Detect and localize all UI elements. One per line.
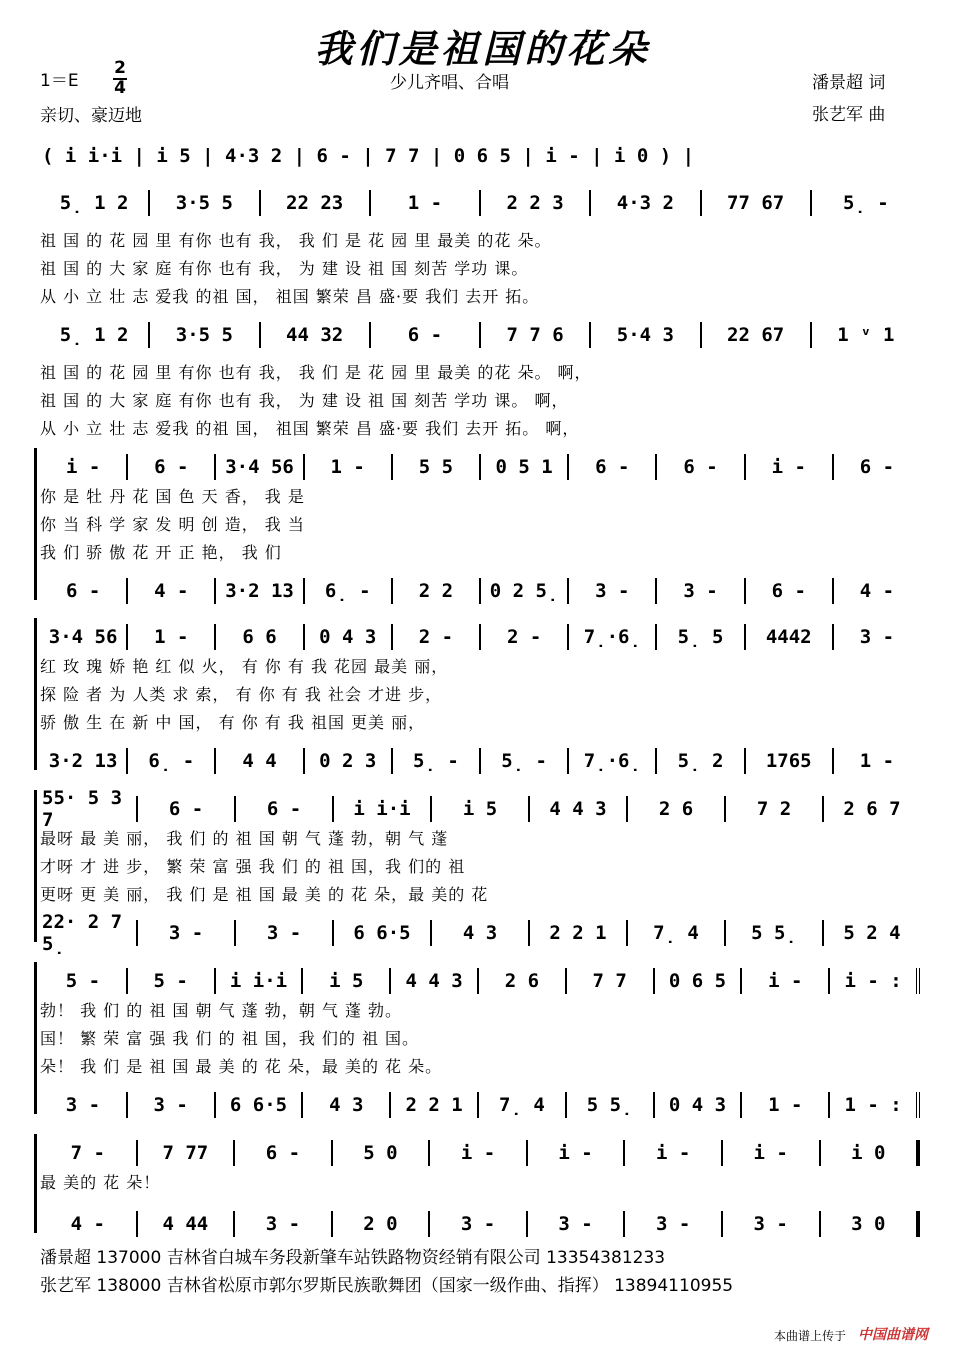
measure: 44 32 (261, 322, 371, 348)
notation-line (40, 787, 920, 831)
measure: 1 - (859, 750, 895, 772)
measure: 3 - (128, 1092, 216, 1118)
lyric-line: 祖 国 的 花 园 里 有你 也有 我， 我 们 是 花 园 里 最美 的花 朵。 (40, 231, 552, 250)
measure: 4 4 (216, 748, 304, 774)
measure: 2 - (393, 624, 481, 650)
lyric-line: 更呀 更 美 丽， 我 们 是 祖 国 最 美 的 花 朵，最 美的 花 (40, 885, 489, 904)
measure: 5̣ 1 2 (40, 322, 150, 348)
measure: i - (723, 1140, 821, 1166)
measure: 5 5̣ (726, 920, 824, 946)
measure: 2 6 (628, 796, 726, 822)
measure: 0 4 3 (305, 624, 393, 650)
measure: 6 - (859, 456, 895, 478)
measure: 5 0 (333, 1140, 431, 1166)
measure: 1 - (371, 190, 481, 216)
measure: 2 2 (393, 578, 481, 604)
measure: 4 - (859, 580, 895, 602)
measure: 3 - (859, 626, 895, 648)
measure: 6̣ - (128, 748, 216, 774)
footer-contact-lyricist: 潘景超 137000 吉林省白城车务段新肇车站铁路物资经销有限公司 13354381233 (40, 1248, 666, 1268)
measure: 3 - (569, 578, 657, 604)
measure: i 5 (303, 968, 391, 994)
measure: 7 7 (567, 968, 655, 994)
measure: 2 2 3 (481, 190, 591, 216)
notation-line (40, 322, 920, 348)
measure: 1 - (742, 1092, 830, 1118)
measure: 3 - (625, 1211, 723, 1237)
measure: 2 - (481, 624, 569, 650)
measure: 7̣·6̣ (569, 624, 657, 650)
measure: i i·i (216, 968, 304, 994)
measure: 1 - (128, 624, 216, 650)
measure: 7 2 (726, 796, 824, 822)
measure: 3·2 13 (40, 748, 128, 774)
lower-voice-line (40, 1092, 920, 1118)
subtitle: 少儿齐唱、合唱 (390, 73, 509, 93)
measure: 5 - (128, 968, 216, 994)
measure: 5̣ 5 (657, 624, 745, 650)
footer-contact-composer: 张艺军 138000 吉林省松原市郭尔罗斯民族歌舞团（国家一级作曲、指挥） 13894110955 (40, 1276, 734, 1296)
measure: 4 3 (432, 920, 530, 946)
measure: 6 6·5 (334, 920, 432, 946)
measure: 5 5̣ (567, 1092, 655, 1118)
measure: 3 - (528, 1211, 626, 1237)
measure: 3·4 56 (216, 454, 304, 480)
lyric-line: 红 玫 瑰 娇 艳 红 似 火， 有 你 有 我 花园 最美 丽， (40, 657, 449, 676)
measure: 4442 (746, 624, 834, 650)
measure: 5̣ - (481, 748, 569, 774)
measure: 7̣·6̣ (569, 748, 657, 774)
measure: 4 4 3 (391, 968, 479, 994)
measure: 1765 (746, 748, 834, 774)
lyric-line: 我 们 骄 傲 花 开 正 艳， 我 们 (40, 543, 282, 562)
measure: 6 6 (216, 624, 304, 650)
notation-line (40, 1140, 920, 1166)
measure: 7 77 (138, 1140, 236, 1166)
lyric-line: 骄 傲 生 在 新 中 国， 有 你 有 我 祖国 更美 丽， (40, 713, 426, 732)
measure: 6 - (40, 578, 128, 604)
measure: 3·5 5 (150, 190, 260, 216)
measure: 5·4 3 (591, 322, 701, 348)
measure: 7 7 6 (481, 322, 591, 348)
measure: 5̣ - (393, 748, 481, 774)
measure: 6 - (657, 454, 745, 480)
measure: 5 5 (393, 454, 481, 480)
measure: 7 - (40, 1140, 138, 1166)
measure: 3 - (430, 1211, 528, 1237)
measure: i 0 (821, 1140, 921, 1166)
measure: 3·2 13 (216, 578, 304, 604)
measure: 5 - (40, 968, 128, 994)
measure: 1 - (305, 454, 393, 480)
measure: 3 - (138, 920, 236, 946)
measure: 3 0 (821, 1211, 921, 1237)
measure: 1 ᵛ 1 (837, 324, 895, 346)
intro-notes: ( i i·i | i 5 | 4·3 2 | 6 - | 7 7 | 0 6 5 | i - | i 0 ) | (42, 145, 695, 167)
lower-voice-line (40, 578, 920, 604)
measure: 1 - : (830, 1092, 920, 1118)
measure: 3·4 56 (40, 624, 128, 650)
measure: 22 23 (261, 190, 371, 216)
lyric-line: 探 险 者 为 人类 求 索， 有 你 有 我 社会 才进 步， (40, 685, 443, 704)
measure: 2 6 (479, 968, 567, 994)
measure: 0 4 3 (655, 1092, 743, 1118)
lyric-line: 才呀 才 进 步， 繁 荣 富 强 我 们 的 祖 国，我 们的 祖 (40, 857, 466, 876)
measure: 6 - (236, 796, 334, 822)
measure: 22 67 (702, 322, 812, 348)
measure: 6 - (371, 322, 481, 348)
notation-line (40, 190, 920, 216)
measure: 3·5 5 (150, 322, 260, 348)
lyric-line: 你 当 科 学 家 发 明 创 造， 我 当 (40, 515, 305, 534)
lyric-line: 祖 国 的 大 家 庭 有你 也有 我， 为 建 设 祖 国 刻苦 学功 课。 (40, 259, 529, 278)
lyricist: 潘景超 词 (812, 73, 886, 93)
lyric-line: 祖 国 的 花 园 里 有你 也有 我， 我 们 是 花 园 里 最美 的花 朵。 啊， (40, 363, 592, 382)
measure: 4 - (40, 1211, 138, 1237)
lyric-line: 国！ 繁 荣 富 强 我 们 的 祖 国，我 们的 祖 国。 (40, 1029, 420, 1048)
measure: i i·i (334, 796, 432, 822)
time-signature-bottom: 4 (114, 78, 126, 98)
upload-note: 本曲谱上传于 (774, 1329, 847, 1343)
measure: 4 - (128, 578, 216, 604)
measure: i - (430, 1140, 528, 1166)
measure: 6 - (569, 454, 657, 480)
measure: 5̣ 1 2 (40, 190, 150, 216)
measure: 6 - (128, 454, 216, 480)
lyric-line: 最 美的 花 朵！ (40, 1173, 161, 1192)
system-bracket (34, 962, 40, 1114)
measure: 2 6 7 (843, 798, 901, 820)
measure: 4 4 3 (530, 796, 628, 822)
lyric-line: 你 是 牡 丹 花 国 色 天 香， 我 是 (40, 487, 305, 506)
measure: i 5 (432, 796, 530, 822)
intro-line (40, 143, 920, 169)
measure: 4·3 2 (591, 190, 701, 216)
measure: 6 - (235, 1140, 333, 1166)
system-bracket (34, 1134, 40, 1233)
lyric-line: 祖 国 的 大 家 庭 有你 也有 我， 为 建 设 祖 国 刻苦 学功 课。 啊， (40, 391, 569, 410)
measure: i - (742, 968, 830, 994)
measure: 5 2 4 (843, 922, 901, 944)
system-bracket (34, 448, 40, 600)
measure: 2 2 1 (530, 920, 628, 946)
song-title: 我们是祖国的花朵 (314, 26, 651, 71)
measure: i - : (830, 968, 920, 994)
measure: 3 - (236, 920, 334, 946)
measure: 3 - (657, 578, 745, 604)
measure: i - (746, 454, 834, 480)
measure: 22· 2 7 5̣ (40, 920, 138, 946)
measure: 0 5 1 (481, 454, 569, 480)
measure: 6 - (138, 796, 236, 822)
system-bracket (34, 618, 40, 770)
measure: 3 - (723, 1211, 821, 1237)
measure: 4 3 (303, 1092, 391, 1118)
measure: 3 - (235, 1211, 333, 1237)
measure: i - (625, 1140, 723, 1166)
measure: i - (40, 454, 128, 480)
lower-voice-line (40, 911, 920, 955)
lower-voice-line (40, 748, 920, 774)
lyric-line: 从 小 立 壮 志 爱我 的祖 国， 祖国 繁荣 昌 盛·要 我们 去开 拓。 啊， (40, 419, 580, 438)
measure: 55· 5 3 7 (40, 796, 138, 822)
measure: 7̣ 4 (628, 920, 726, 946)
measure: 6 6·5 (216, 1092, 304, 1118)
lyric-line: 最呀 最 美 丽， 我 们 的 祖 国 朝 气 蓬 勃，朝 气 蓬 (40, 829, 449, 848)
measure: i - (528, 1140, 626, 1166)
site-logo: 中国曲谱网 (858, 1327, 928, 1343)
lower-voice-line (40, 1211, 920, 1237)
measure: 5̣ - (842, 192, 889, 214)
lyric-line: 朵！ 我 们 是 祖 国 最 美 的 花 朵，最 美的 花 朵。 (40, 1057, 443, 1076)
measure: 2 2 1 (391, 1092, 479, 1118)
tempo-marking: 亲切、豪迈地 (40, 106, 142, 126)
time-signature-top: 2 (114, 58, 126, 78)
measure: 77 67 (702, 190, 812, 216)
key-signature: 1＝E (40, 71, 79, 91)
measure: 4 44 (138, 1211, 236, 1237)
notation-line (40, 624, 920, 650)
measure: 7̣ 4 (479, 1092, 567, 1118)
system-bracket (34, 790, 40, 942)
notation-line (40, 454, 920, 480)
measure: 0 2 5̣ (481, 578, 569, 604)
measure: 5̣ 2 (657, 748, 745, 774)
lyric-line: 勃！ 我 们 的 祖 国 朝 气 蓬 勃，朝 气 蓬 勃。 (40, 1001, 403, 1020)
measure: 3 - (40, 1092, 128, 1118)
lyric-line: 从 小 立 壮 志 爱我 的祖 国， 祖国 繁荣 昌 盛·要 我们 去开 拓。 (40, 287, 540, 306)
composer: 张艺军 曲 (812, 105, 886, 125)
measure: 0 2 3 (305, 748, 393, 774)
measure: 0 6 5 (655, 968, 743, 994)
measure: 6 - (746, 578, 834, 604)
notation-line (40, 968, 920, 994)
measure: 6̣ - (305, 578, 393, 604)
measure: 2 0 (333, 1211, 431, 1237)
